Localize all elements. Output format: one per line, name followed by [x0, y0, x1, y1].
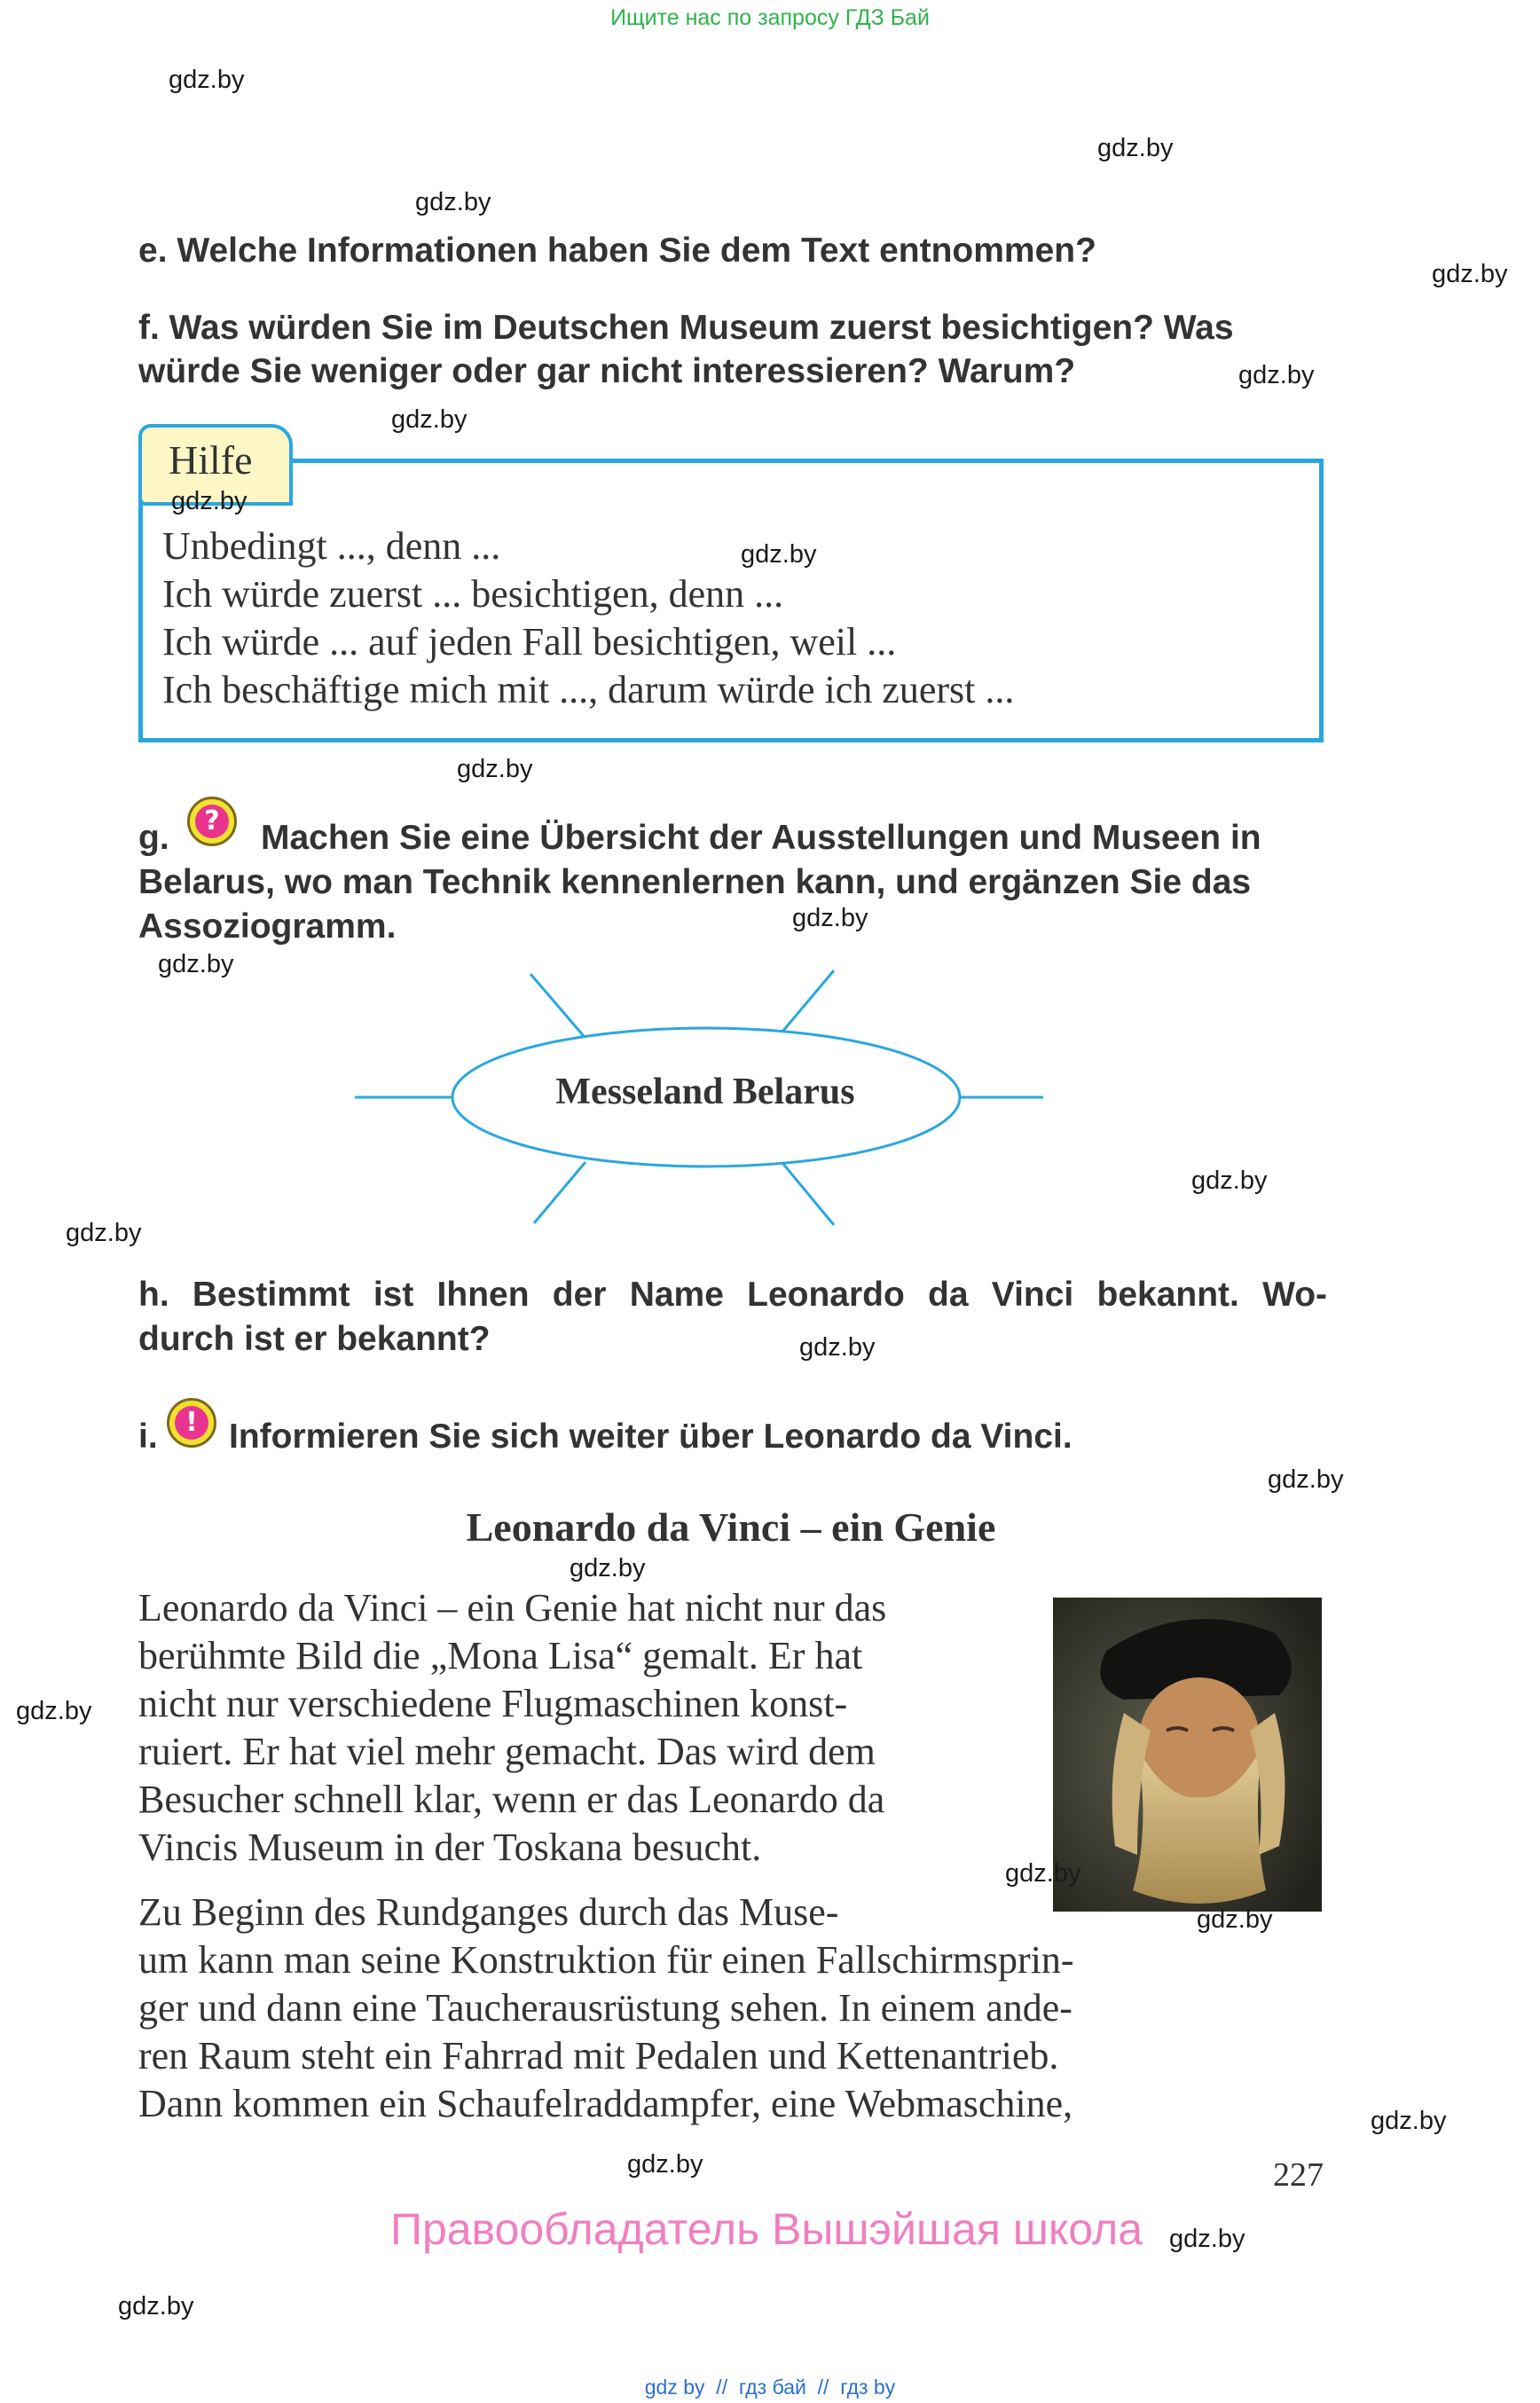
watermark: gdz.by: [1005, 1859, 1081, 1888]
task-f-line2: würde Sie weniger oder gar nicht interessieren? Warum?: [138, 352, 1076, 390]
watermark: gdz.by: [415, 188, 491, 216]
watermark: gdz.by: [118, 2292, 194, 2321]
watermark: gdz.by: [792, 904, 868, 932]
task-g-line3: Assoziogramm.: [138, 907, 397, 946]
leonardo-portrait-image: [1053, 1598, 1322, 1912]
diagram-spoke: [534, 1162, 585, 1223]
watermark: gdz.by: [1169, 2225, 1245, 2253]
watermark: gdz.by: [1191, 1166, 1268, 1195]
article-line: berühmte Bild die „Mona Lisa“ gemalt. Er hat: [138, 1634, 863, 1677]
article-line: Dann kommen ein Schaufelraddampfer, eine Webmaschine,: [138, 2082, 1073, 2125]
hilfe-line: Unbedingt ..., denn ...: [162, 524, 501, 568]
task-i-text: Informieren Sie sich weiter über Leonardo da Vinci.: [229, 1417, 1072, 1456]
article-line: Vincis Museum in der Toskana besucht.: [138, 1826, 762, 1869]
article-line: Besucher schnell klar, wenn er das Leonardo da: [138, 1778, 885, 1821]
question-icon: ?: [187, 797, 237, 846]
watermark: gdz.by: [1238, 361, 1315, 389]
hilfe-title: Hilfe: [169, 437, 253, 483]
watermark: gdz.by: [1371, 2107, 1447, 2135]
watermark: gdz.by: [158, 950, 234, 978]
article-line: um kann man seine Konstruktion für einen Fallschirmsprin-: [138, 1938, 1074, 1982]
article-line: ger und dann eine Taucherausrüstung sehen. In einem ande-: [138, 1986, 1072, 2030]
task-g-line1: Machen Sie eine Übersicht der Ausstellungen und Museen in: [261, 819, 1261, 857]
watermark: gdz.by: [16, 1697, 92, 1725]
watermark: gdz.by: [1268, 1465, 1344, 1494]
watermark: gdz.by: [627, 2150, 703, 2179]
article-line: ren Raum steht ein Fahrrad mit Pedalen und Kettenantrieb.: [138, 2034, 1059, 2077]
hilfe-line: Ich würde zuerst ... besichtigen, denn ...: [162, 572, 784, 616]
hilfe-line: Ich beschäftige mich mit ..., darum würde ich zuerst ...: [162, 668, 1015, 711]
watermark: gdz.by: [1097, 134, 1174, 162]
task-g-label: g.: [138, 819, 169, 857]
watermark: gdz.by: [457, 755, 533, 783]
diagram-spoke: [782, 1163, 834, 1225]
watermark: gdz.by: [169, 66, 245, 94]
hilfe-line: Ich würde ... auf jeden Fall besichtigen, weil ...: [162, 620, 897, 664]
exclamation-icon: !: [167, 1398, 216, 1448]
watermark: gdz.by: [66, 1219, 142, 1247]
article-line: Leonardo da Vinci – ein Genie hat nicht nur das: [138, 1586, 887, 1629]
copyright-notice: Правообладатель Вышэйшая школа: [390, 2204, 1143, 2254]
footer-links[interactable]: gdz by // гдз бай // гдз by: [644, 2376, 896, 2399]
watermark: gdz.by: [570, 1554, 646, 1582]
article-line: ruiert. Er hat viel mehr gemacht. Das wird dem: [138, 1730, 876, 1773]
task-h-line2: durch ist er bekannt?: [138, 1320, 491, 1358]
task-f-line1: f. Was würden Sie im Deutschen Museum zuerst besichtigen? Was: [138, 309, 1234, 347]
task-i-label: i.: [138, 1417, 158, 1456]
task-g-line2: Belarus, wo man Technik kennenlernen kann, und ergänzen Sie das: [138, 863, 1252, 901]
page-number: 227: [1273, 2156, 1324, 2194]
article-line: Zu Beginn des Rundganges durch das Muse-: [138, 1890, 839, 1934]
watermark: gdz.by: [799, 1333, 876, 1362]
article-title: Leonardo da Vinci – ein Genie: [466, 1504, 996, 1550]
article-line: nicht nur verschiedene Flugmaschinen konst-: [138, 1682, 848, 1725]
watermark: gdz.by: [171, 487, 248, 515]
diagram-spoke: [530, 974, 584, 1036]
watermark: gdz.by: [1197, 1905, 1273, 1934]
diagram-center-label: Messeland Belarus: [555, 1072, 855, 1112]
diagram-spoke: [782, 970, 834, 1032]
task-h-line1: h. Bestimmt ist Ihnen der Name Leonardo da Vinci bekannt. Wo-: [138, 1276, 1327, 1314]
watermark: gdz.by: [741, 540, 817, 569]
watermark: gdz.by: [391, 405, 468, 434]
task-e: e. Welche Informationen haben Sie dem Text entnommen?: [138, 232, 1096, 270]
watermark: gdz.by: [1432, 260, 1508, 288]
top-search-link[interactable]: Ищите нас по запросу ГДЗ Бай: [610, 5, 930, 30]
